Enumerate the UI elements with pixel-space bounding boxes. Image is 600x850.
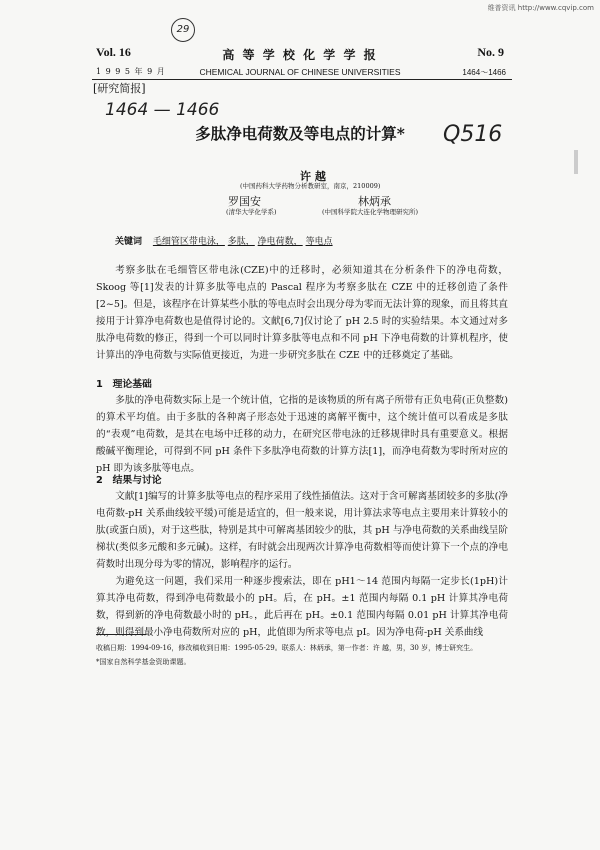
column-label: [研究简报] — [93, 82, 146, 95]
author-2: 罗国安 — [228, 195, 261, 208]
section-1-heading: 1 理论基础 — [96, 379, 152, 390]
page-range: 1464～1466 — [462, 68, 506, 77]
volume-label: Vol. 16 — [96, 45, 131, 59]
keywords-label: 关键词 — [115, 237, 143, 247]
affiliation-3: (中国科学院大连化学物理研究所) — [322, 208, 419, 216]
issue-date: 1 9 9 5 年 9 月 — [96, 67, 166, 76]
section-2-body — [96, 488, 508, 641]
section-2-paragraph-1: 文献[1]编写的计算多肽等电点的程序采用了线性插值法。这对于含可解离基团较多的多肽(净电荷数-pH 关系曲线较平缓)可能是适宜的，但一般来说，用计算法求等电点主要用来计算较小的肽(或蛋白质)，对于这些肽，特别是其中可解离基团较少的肽，其 pH 与净电荷数的关系曲线呈阶梯状(类似多元酸和多元碱)。这样，有时就会出现两次计算净电荷数相等而使计算下一个点的净电荷数时出现分母为零的情况，影响程序的运行。 — [96, 491, 508, 570]
journal-title-en: CHEMICAL JOURNAL OF CHINESE UNIVERSITIES — [199, 67, 401, 77]
keyword-item: 多肽， — [227, 237, 255, 247]
affiliation-1: (中国药科大学药物分析教研室，南京，210009) — [240, 182, 381, 190]
section-1-body — [96, 392, 508, 477]
keyword-item: 净电荷数， — [257, 237, 303, 247]
scan-edge-mark — [574, 150, 578, 174]
issue-number: No. 9 — [477, 45, 504, 59]
author-3: 林炳承 — [358, 195, 391, 208]
intro-paragraph — [96, 262, 508, 364]
handwritten-pages: 1464 — 1466 — [105, 100, 220, 120]
header-rule — [92, 79, 512, 80]
journal-title-cn: 高 等 学 校 化 学 学 报 — [222, 48, 378, 62]
section-2-paragraph-2: 为避免这一问题，我们采用一种逐步搜索法，即在 pH1～14 范围内每隔一定步长(1pH)计算其净电荷数，得到净电荷数最小的 pH。后，在 pH。±1 范围内每隔 0.1 pH 计算其净电荷数，得到新的净电荷数最小时的 pH。，此后再在 pH。±0.1 范围内每隔 0.01 pH 计算其净电荷数，则得到最小净电荷数所对应的 pH，此值即为所求等电点 pI。因为净电荷-pH 关系曲线 — [96, 576, 508, 638]
article-title: 多肽净电荷数及等电点的计算* — [195, 124, 405, 143]
section-1-text: 多肽的净电荷数实际上是一个统计值，它指的是该物质的所有离子所带有正负电荷(正负整数)的算术平均值。由于多肽的各种离子形态处于迅速的离解平衡中，这个统计值可以看成是多肽的“表观”电荷数，是其在电场中迁移的动力，在研究区带电泳的迁移规律时具有重要意义。根据酸碱平衡理论，可得到不同 pH 条件下多肽净电荷数的计算方法[1]，而净电荷数为零时所对应的 pH 即为该多肽等电点。 — [96, 395, 508, 474]
footnote-fund: *国家自然科学基金资助课题。 — [96, 658, 191, 666]
affiliation-2: (清华大学化学系) — [226, 208, 277, 216]
keyword-item: 毛细管区带电泳， — [152, 237, 225, 247]
section-2-heading: 2 结果与讨论 — [96, 475, 162, 486]
keyword-item: 等电点 — [305, 237, 333, 247]
handwritten-classification: Q516 — [443, 122, 503, 147]
circled-number-annotation: 29 — [171, 18, 195, 42]
footnote-rule — [96, 634, 146, 635]
footnote-received: 收稿日期：1994-09-16，修改稿收到日期：1995-05-29。联系人：林炳承，第一作者：许 越，男，30 岁，博士研究生。 — [96, 644, 478, 652]
keywords — [115, 234, 333, 247]
watermark: 维普资讯 http://www.cqvip.com — [487, 4, 594, 12]
intro-text: 考察多肽在毛细管区带电泳(CZE)中的迁移时，必须知道其在分析条件下的净电荷数，Skoog 等[1]发表的计算多肽等电点的 Pascal 程序为考察多肽在 CZE 中的迁移创造了条件[2~5]。但是，该程序在计算某些小肽的等电点时会出现分母为零而无法计算的现象，而且将其直接用于计算净电荷数也是值得讨论的。文献[6,7]仅讨论了 pH 2.5 时的实验结果。本文通过对多肽净电荷数的修正，得到一个可以同时计算多肽等电点和不同 pH 下净电荷数的计算机程序，使计算出的净电荷数与实际值更接近，为进一步研究多肽在 CZE 中的迁移奠定了基础。 — [96, 265, 508, 361]
author-1: 许 越 — [300, 170, 326, 183]
